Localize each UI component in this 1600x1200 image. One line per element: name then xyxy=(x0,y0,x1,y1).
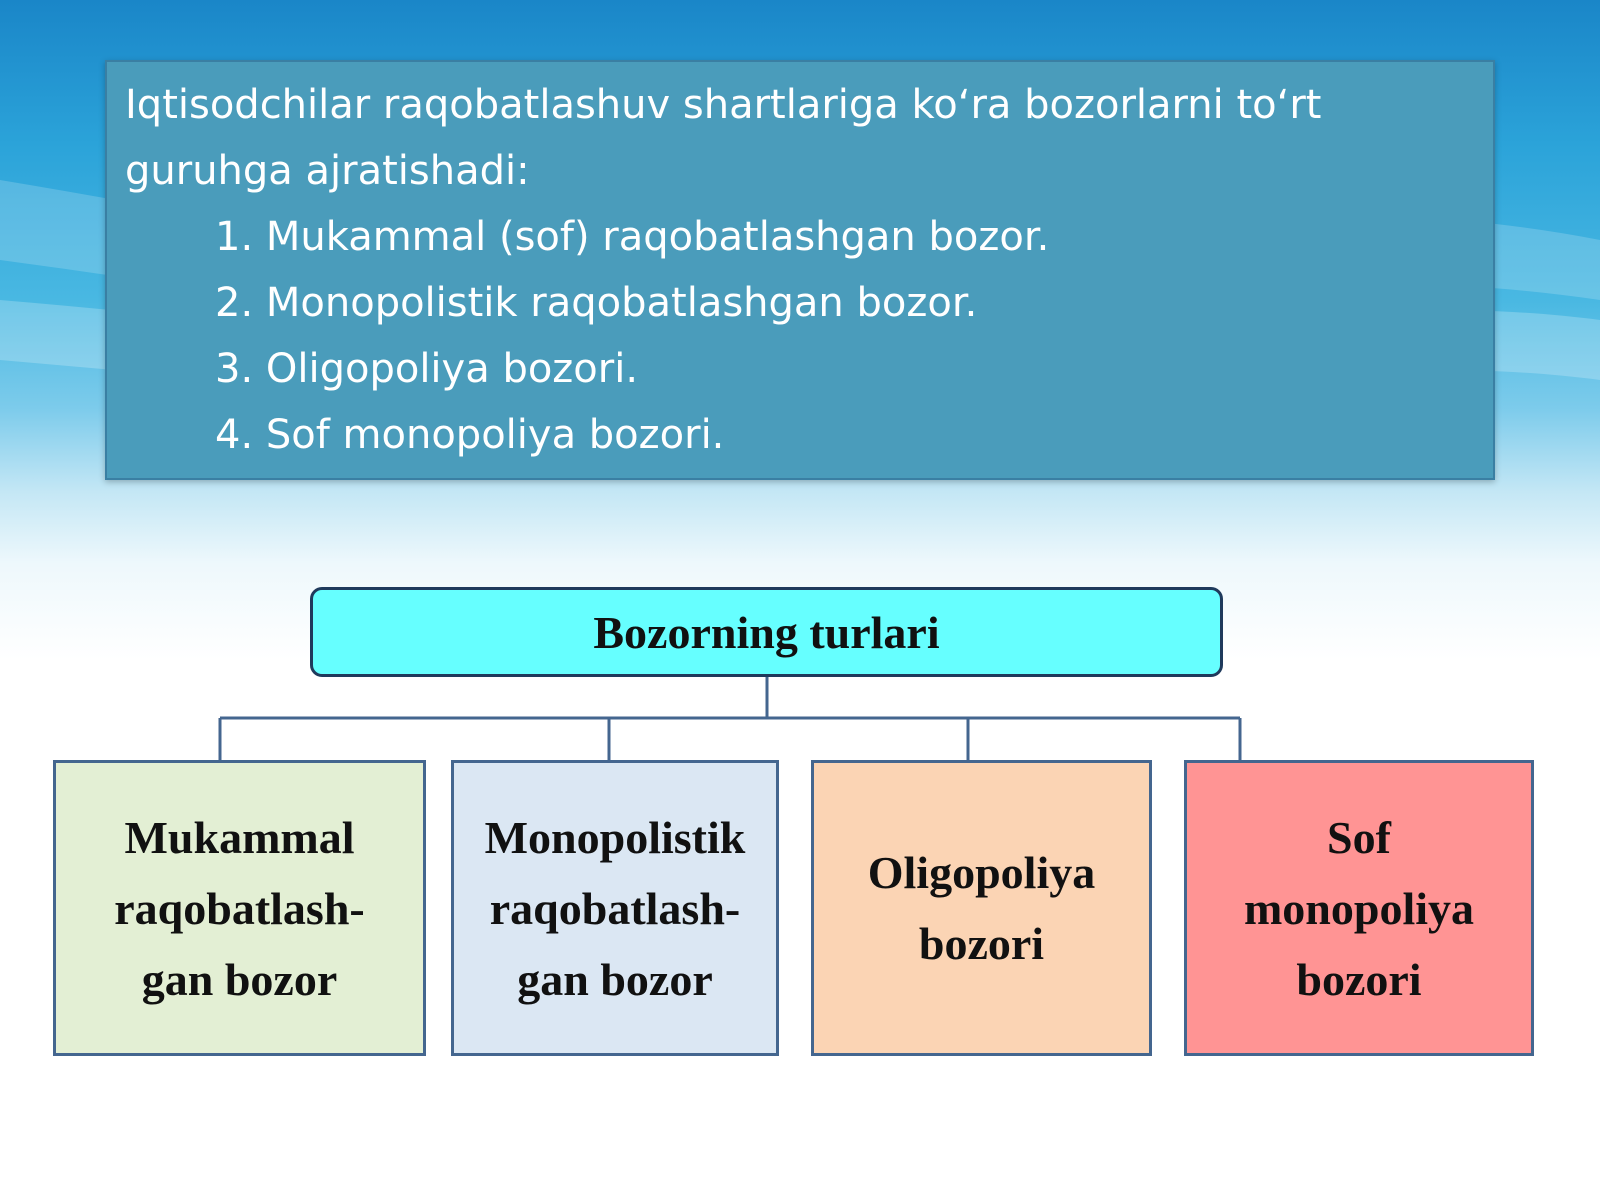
child-node-pure-monopoly: Sof monopoliya bozori xyxy=(1184,760,1534,1056)
list-item: 2. Monopolistik raqobatlashgan bozor. xyxy=(215,280,978,326)
child-node-oligopoly: Oligopoliya bozori xyxy=(811,760,1152,1056)
child-node-monopolistic-competition: Monopolistik raqobatlash- gan bozor xyxy=(451,760,779,1056)
root-node-market-types: Bozorning turlari xyxy=(310,587,1223,677)
child-node-perfect-competition: Mukammal raqobatlash- gan bozor xyxy=(53,760,426,1056)
intro-lead-text: Iqtisodchilar raqobatlashuv shartlariga ko‘ra bozorlarni to‘rt guruhga ajratishadi: xyxy=(125,82,1322,194)
list-item: 4. Sof monopoliya bozori. xyxy=(215,412,725,458)
list-item: 3. Oligopoliya bozori. xyxy=(215,346,639,392)
list-item: 1. Mukammal (sof) raqobatlashgan bozor. xyxy=(215,214,1050,260)
